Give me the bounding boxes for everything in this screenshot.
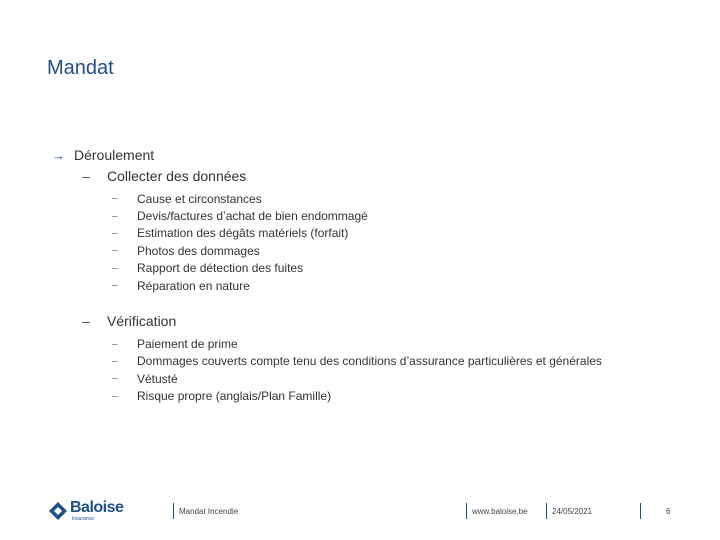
- level1-item: [52, 146, 692, 164]
- dash-bullet: –: [112, 373, 118, 385]
- footer-divider: [466, 503, 467, 519]
- list-item: – Réparation en nature: [112, 278, 250, 293]
- list-item: – Photos des dommages: [112, 243, 260, 258]
- list-item: – Devis/factures d’achat de bien endommagé: [112, 209, 368, 224]
- dash-bullet: –: [112, 245, 118, 257]
- footer-divider: [640, 503, 641, 519]
- list-item: – Vétusté: [112, 371, 178, 386]
- section-verification-list: [52, 335, 692, 405]
- logo-subtitle: Insurance: [72, 516, 94, 522]
- footer-website[interactable]: www.baloise.be: [472, 507, 528, 516]
- dash-bullet: –: [82, 313, 90, 330]
- dash-bullet: –: [82, 168, 90, 184]
- section-collecter-list: [52, 190, 692, 294]
- logo-name: Baloise: [70, 499, 124, 516]
- dash-bullet: –: [112, 210, 118, 222]
- footer-date: 24/05/2021: [552, 507, 593, 516]
- baloise-logo: [48, 499, 132, 523]
- dash-bullet: –: [112, 193, 118, 205]
- dash-bullet: –: [112, 227, 118, 239]
- baloise-logo-icon: [48, 501, 68, 521]
- page-number: 6: [666, 507, 671, 516]
- list-item: – Dommages couverts compte tenu des conditions d’assurance particulières et générales: [112, 354, 602, 369]
- footer-divider: [546, 503, 547, 519]
- footer-divider: [173, 503, 174, 519]
- dash-bullet: –: [112, 338, 118, 350]
- list-item: – Rapport de détection des fuites: [112, 261, 304, 276]
- level1-label: Déroulement: [74, 147, 155, 163]
- dash-bullet: –: [112, 390, 118, 402]
- list-item: – Cause et circonstances: [112, 191, 262, 206]
- section-collecter: [82, 166, 692, 186]
- section-verification: [82, 311, 692, 331]
- arrow-right-icon: →: [52, 147, 65, 163]
- footer-doc-name: Mandat Incendie: [179, 507, 239, 516]
- dash-bullet: –: [112, 280, 118, 292]
- section-label: Vérification: [107, 313, 177, 330]
- list-item: – Estimation des dégâts matériels (forfait): [112, 226, 349, 241]
- slide-title: Mandat: [47, 57, 114, 79]
- dash-bullet: –: [112, 355, 118, 367]
- list-item: – Risque propre (anglais/Plan Famille): [112, 389, 332, 404]
- slide-content: [52, 146, 692, 405]
- list-item: – Paiement de prime: [112, 337, 238, 352]
- section-label: Collecter des données: [107, 168, 247, 184]
- dash-bullet: –: [112, 262, 118, 274]
